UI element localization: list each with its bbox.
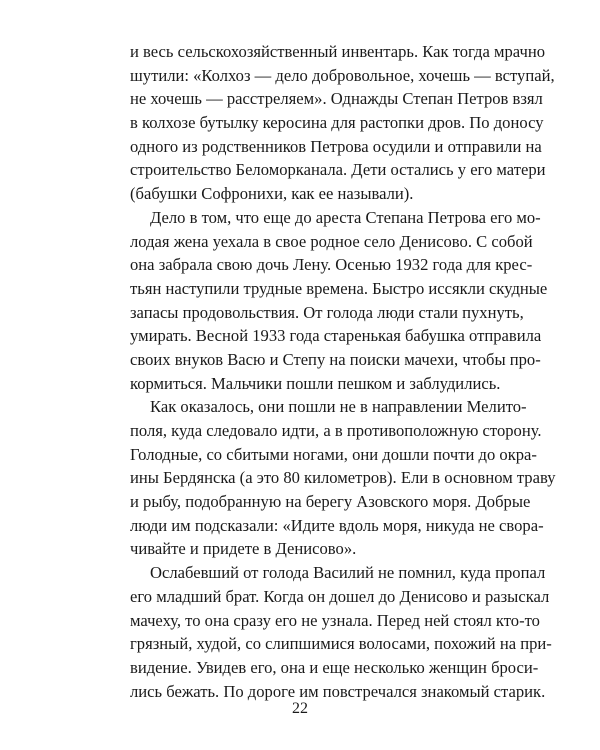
text-line: чивайте и придете в Денисово».: [130, 539, 357, 559]
text-line: она забрала свою дочь Лену. Осенью 1932 года для крес-: [130, 255, 533, 275]
text-line: запасы продовольствия. От голода люди стали пухнуть,: [130, 302, 524, 322]
text-line: строительство Беломорканала. Дети остались у его матери: [130, 160, 546, 180]
text-line: и весь сельскохозяйственный инвентарь. Как тогда мрачно: [130, 42, 545, 61]
paragraph: [130, 206, 548, 396]
text-line: кормиться. Мальчики пошли пешком и заблудились.: [130, 373, 501, 393]
paragraph: [130, 40, 555, 206]
text-line: грязный, худой, со слипшимися волосами, похожий на при-: [130, 634, 552, 654]
text-line: не хочешь — расстреляем». Однажды Степан Петров взял: [130, 89, 543, 109]
text-line: его младший брат. Когда он дошел до Денисово и разыскал: [130, 586, 550, 606]
text-line: Как оказалось, они пошли не в направлении Мелито-: [150, 397, 527, 417]
text-line: лодая жена уехала в свое родное село Денисово. С собой: [130, 231, 533, 251]
text-line: и рыбу, подобранную на берегу Азовского моря. Добрые: [130, 492, 531, 512]
text-line: одного из родственников Петрова осудили и отправили на: [130, 136, 542, 156]
text-line: тьян наступили трудные времена. Быстро иссякли скудные: [130, 278, 548, 298]
text-line: видение. Увидев его, она и еще несколько женщин броси-: [130, 657, 539, 677]
text-line: Голодные, со сбитыми ногами, они дошли почти до окра-: [130, 444, 537, 464]
text-line: мачеху, то она сразу его не узнала. Перед ней стоял кто-то: [130, 610, 540, 630]
body-text: [130, 40, 556, 703]
text-line: умирать. Весной 1933 года старенькая бабушка отправила: [130, 326, 542, 346]
text-line: (бабушки Софронихи, как ее называли).: [130, 184, 414, 204]
text-line: поля, куда следовало идти, а в противоположную сторону.: [130, 421, 542, 440]
text-line: Ослабевший от голода Василий не помнил, куда пропал: [150, 563, 546, 583]
text-line: шутили: «Колхоз — дело добровольное, хочешь — вступай,: [130, 65, 555, 85]
text-line: своих внуков Васю и Степу на поиски мачехи, чтобы про-: [130, 349, 541, 369]
page-number: 22: [292, 700, 308, 717]
text-line: лись бежать. По дороге им повстречался знакомый старик.: [130, 681, 546, 701]
text-line: Дело в том, что еще до ареста Степана Петрова его мо-: [150, 207, 541, 227]
text-line: в колхозе бутылку керосина для растопки дров. По доносу: [130, 113, 544, 133]
paragraph: [130, 395, 556, 561]
text-line: ины Бердянска (а это 80 километров). Ели в основном траву: [130, 468, 556, 488]
paragraph: [130, 561, 552, 703]
text-line: люди им подсказали: «Идите вдоль моря, никуда не свора-: [130, 515, 544, 535]
